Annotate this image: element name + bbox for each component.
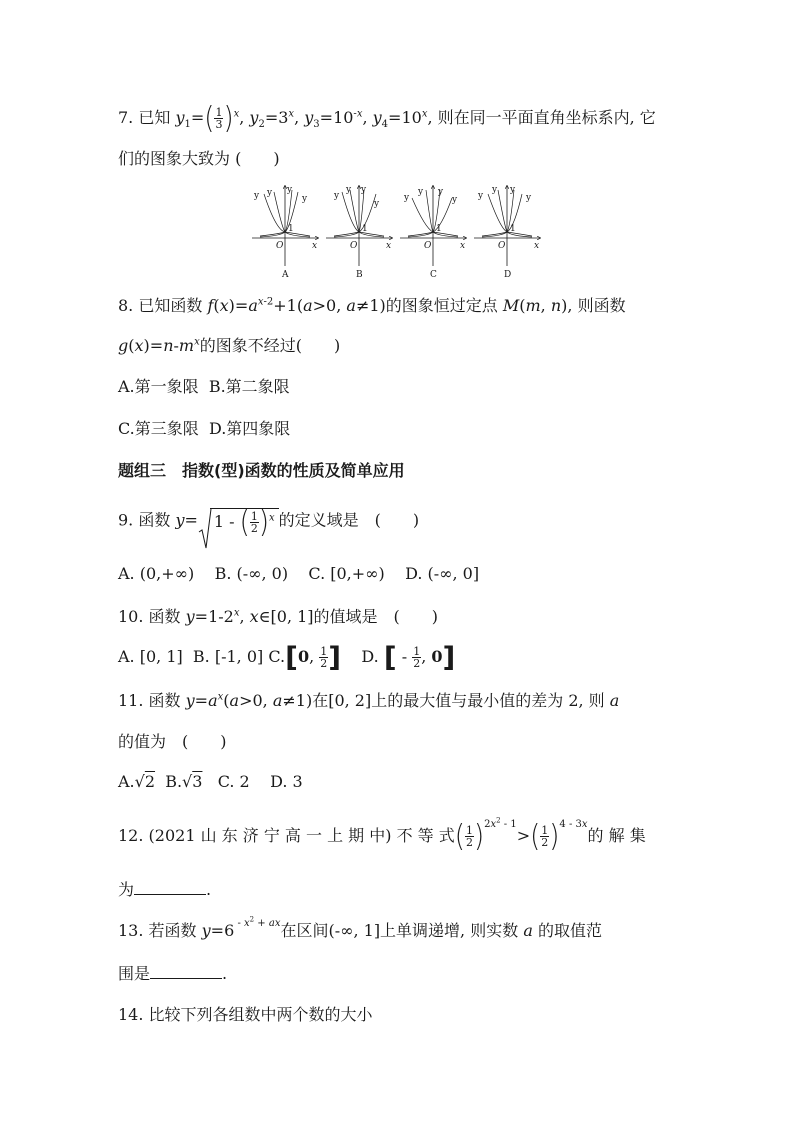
svg-text:1: 1 [436, 224, 442, 234]
svg-text:B: B [356, 270, 363, 280]
q12-line1: 12. (2021 山 东 济 宁 高 一 上 期 中) 不 等 式( $\frac{1}{2}$ )$^{2x^2 - 1}$>( $\frac{1}{2}$ )$^{4 - 3x}$的 解 集 [118, 816, 646, 854]
q10-prefix: 10. 函数 [118, 607, 186, 626]
svg-text:y: y [526, 193, 532, 203]
q9-suffix: 的定义域是 ( ) [278, 510, 420, 530]
q9-prefix: 9. 函数 [118, 510, 176, 530]
q7-line1: 7. 已知 $y_1=$( $\frac{1}{3}$ )$^x$, $y_2=3^x$, $y_3=10^{-x}$, $y_4=10^x$, 则在同一平面直角坐标系内, 它 [118, 101, 656, 136]
section-heading: 题组三 指数(型)函数的性质及简单应用 [118, 461, 405, 480]
q8-option-a: A.第一象限 [118, 377, 199, 396]
q9-option-c: C. [0,+∞) [308, 564, 385, 583]
q12-prefix: 12. (2021 山 东 济 宁 高 一 上 期 中) 不 等 式 [118, 826, 455, 845]
svg-text:O: O [350, 241, 358, 251]
svg-text:y: y [361, 185, 367, 195]
q12-line2-prefix: 为 [118, 880, 135, 899]
svg-text:y: y [492, 185, 498, 195]
svg-text:y: y [510, 185, 516, 195]
svg-text:y: y [267, 188, 273, 198]
q7-prefix: 7. 已知 [118, 108, 176, 127]
q9-options [118, 563, 479, 585]
q11-line2: 的值为 ( ) [118, 732, 227, 751]
q10-option-b: B. [-1, 0] [192, 647, 264, 666]
svg-text:O: O [276, 241, 284, 251]
svg-text:y: y [334, 191, 340, 201]
q11-options: A.√2 B.√3 C. 2 D. 3 [118, 772, 303, 791]
q8-options-row1 [118, 376, 290, 398]
svg-text:y: y [254, 191, 260, 201]
svg-text:y: y [478, 191, 484, 201]
q11-option-b: B. [165, 772, 183, 791]
svg-text:1: 1 [510, 224, 516, 234]
q13-line2-suffix: . [222, 964, 228, 983]
q8-line2: $g(x)=n-m^x$的图象不经过( ) [118, 336, 341, 355]
q8-options-row2 [118, 418, 290, 440]
q7-suffix: , 则在同一平面直角坐标系内, 它 [427, 108, 656, 127]
q8-option-d: D.第四象限 [208, 419, 291, 438]
svg-text:y: y [404, 193, 410, 203]
svg-text:A: A [282, 270, 289, 280]
svg-text:x: x [460, 241, 466, 251]
q8-line1: 8. 已知函数 $f(x)=a^{x-2}+1(a>0$, a≠1)的图象恒过定点 M(m, n), 则函数 [118, 296, 626, 315]
q11-suffix: 上的最大值与最小值的差为 2, 则 [371, 691, 610, 710]
q7-line2: 们的图象大致为 ( ) [118, 149, 280, 168]
svg-text:1: 1 [288, 224, 294, 234]
svg-text:x: x [386, 241, 392, 251]
q10-option-c-label: C. [268, 647, 286, 666]
svg-text:D: D [504, 270, 512, 280]
q8-option-b: B.第二象限 [208, 377, 290, 396]
q13-suffix: 在区间(-∞, 1]上单调递增, 则实数 [280, 921, 524, 940]
svg-text:y: y [346, 185, 352, 195]
q12-suffix: 的 解 集 [587, 826, 646, 845]
q10-suffix: 的值域是 ( ) [313, 607, 439, 626]
q7-graph-options-figure [250, 184, 545, 280]
svg-text:x: x [312, 241, 318, 251]
q7-panel-a [252, 185, 318, 280]
q13-answer-blank[interactable] [150, 962, 222, 979]
svg-text:y: y [452, 195, 458, 205]
q10-option-a: A. [0, 1] [118, 647, 183, 666]
svg-text:y: y [374, 199, 380, 209]
q9-option-a: A. (0,+∞) [118, 564, 195, 583]
svg-text:y: y [302, 194, 308, 204]
q8-line2-suffix: 的图象不经过( ) [199, 336, 341, 355]
svg-text:O: O [498, 241, 506, 251]
q7-panel-c [400, 186, 466, 280]
q13-line2 [118, 962, 227, 985]
svg-text:y: y [418, 187, 424, 197]
q9-sqrt-expression: 1 - ( $\frac{1}{2}$ )$^x$ [198, 508, 279, 534]
svg-text:y: y [287, 185, 293, 195]
q7-panel-d [474, 185, 540, 280]
svg-text:x: x [534, 241, 540, 251]
q13-suffix2: 的取值范 [532, 921, 602, 940]
q11-prefix: 11. 函数 [118, 691, 186, 710]
q13-line2-prefix: 围是 [118, 964, 151, 983]
q11-option-d: D. 3 [270, 772, 303, 791]
q11-option-a: A. [118, 772, 135, 791]
q8-mid: 的图象恒过定点 [385, 296, 503, 315]
q9-option-b: B. (-∞, 0) [214, 564, 289, 583]
svg-text:C: C [430, 270, 437, 280]
svg-text:y: y [438, 187, 444, 197]
svg-text:O: O [424, 241, 432, 251]
q13-prefix: 13. 若函数 [118, 921, 202, 940]
q10-options: A. [0, 1] B. [-1, 0] C.[0, $\frac{1}{2}$ ] D. [ - $\frac{1}{2}$ , 0] [118, 640, 456, 674]
q11-option-c: C. 2 [217, 772, 250, 791]
q10-option-d-label: D. [361, 647, 379, 666]
q13-line1: 13. 若函数 y=6 $^{- x^2 + ax}$在区间(-∞, 1]上单调递增, 则实数 a 的取值范 [118, 915, 602, 940]
q7-panel-b [326, 185, 392, 280]
q12-line2 [118, 878, 211, 901]
q9-option-d: D. (-∞, 0] [405, 564, 480, 583]
q8-prefix: 8. 已知函数 [118, 296, 208, 315]
q14-line: 14. 比较下列各组数中两个数的大小 [118, 1005, 373, 1024]
q10-line1: 10. 函数 $y=1-2^x$, x∈[0, 1]的值域是 ( ) [118, 607, 439, 626]
q8-suffix: , 则函数 [567, 296, 626, 315]
q12-answer-blank[interactable] [134, 878, 206, 895]
q8-option-c: C.第三象限 [118, 419, 199, 438]
q9-line: 9. 函数 y= 1 - ( $\frac{1}{2}$ )$^x$ 的定义域是 ( ) [118, 508, 419, 534]
q11-line1: 11. 函数 $y=a^x(a>0$, a≠1)在[0, 2]上的最大值与最小值的差为 2, 则 a [118, 691, 620, 710]
q12-line2-suffix: . [206, 880, 212, 899]
svg-text:1: 1 [362, 224, 368, 234]
